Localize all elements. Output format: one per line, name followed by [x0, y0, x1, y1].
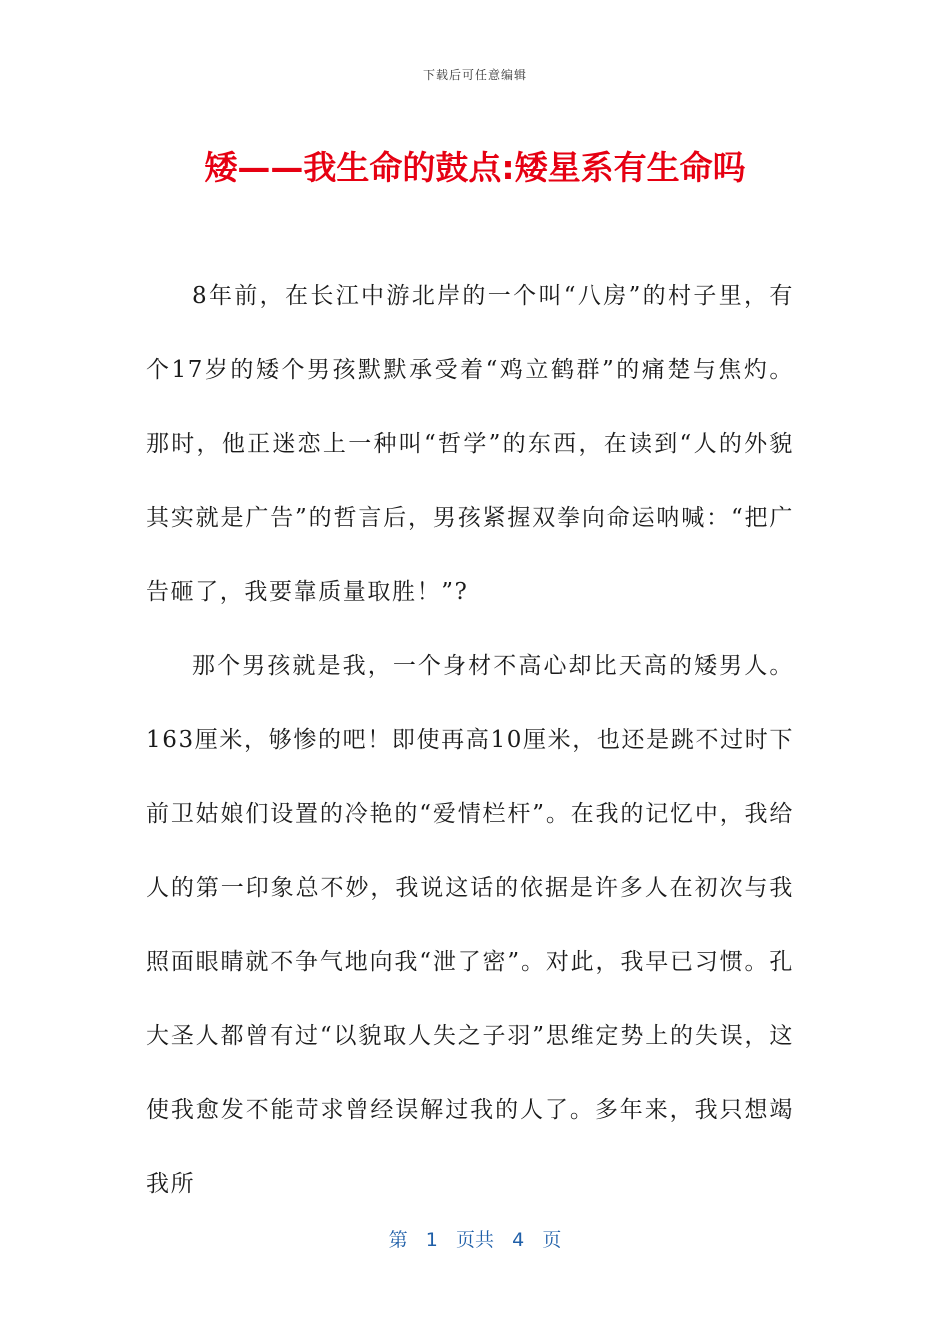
- footer-prefix: 第: [388, 1229, 408, 1251]
- document-body: [146, 259, 794, 1221]
- paragraph: 8年前，在长江中游北岸的一个叫“八房”的村子里，有个17岁的矮个男孩默默承受着“鸡立鹤群”的痛楚与焦灼。那时，他正迷恋上一种叫“哲学”的东西，在读到“人的外貌其实就是广告”的哲言后，男孩紧握双拳向命运呐喊：“把广告砸了，我要靠质量取胜！”?: [146, 283, 794, 605]
- page-footer: [0, 1225, 950, 1252]
- document-title: 矮——我生命的鼓点:矮星系有生命吗: [204, 148, 746, 187]
- footer-middle: 页共: [455, 1229, 494, 1251]
- paragraph: 那个男孩就是我，一个身材不高心却比天高的矮男人。163厘米，够惨的吧！即使再高10厘米，也还是跳不过时下前卫姑娘们设置的冷艳的“爱情栏杆”。在我的记忆中，我给人的第一印象总不妙，我说这话的依据是许多人在初次与我照面眼睛就不争气地向我“泄了密”。对此，我早已习惯。孔大圣人都曾有过“以貌取人失之子羽”思维定势上的失误，这使我愈发不能苛求曾经误解过我的人了。多年来，我只想竭我所: [146, 653, 794, 1197]
- footer-page-number: 1: [425, 1229, 438, 1251]
- header-note: 下载后可任意编辑: [422, 68, 527, 82]
- footer-suffix: 页: [542, 1229, 562, 1251]
- footer-total-pages: 4: [512, 1229, 525, 1251]
